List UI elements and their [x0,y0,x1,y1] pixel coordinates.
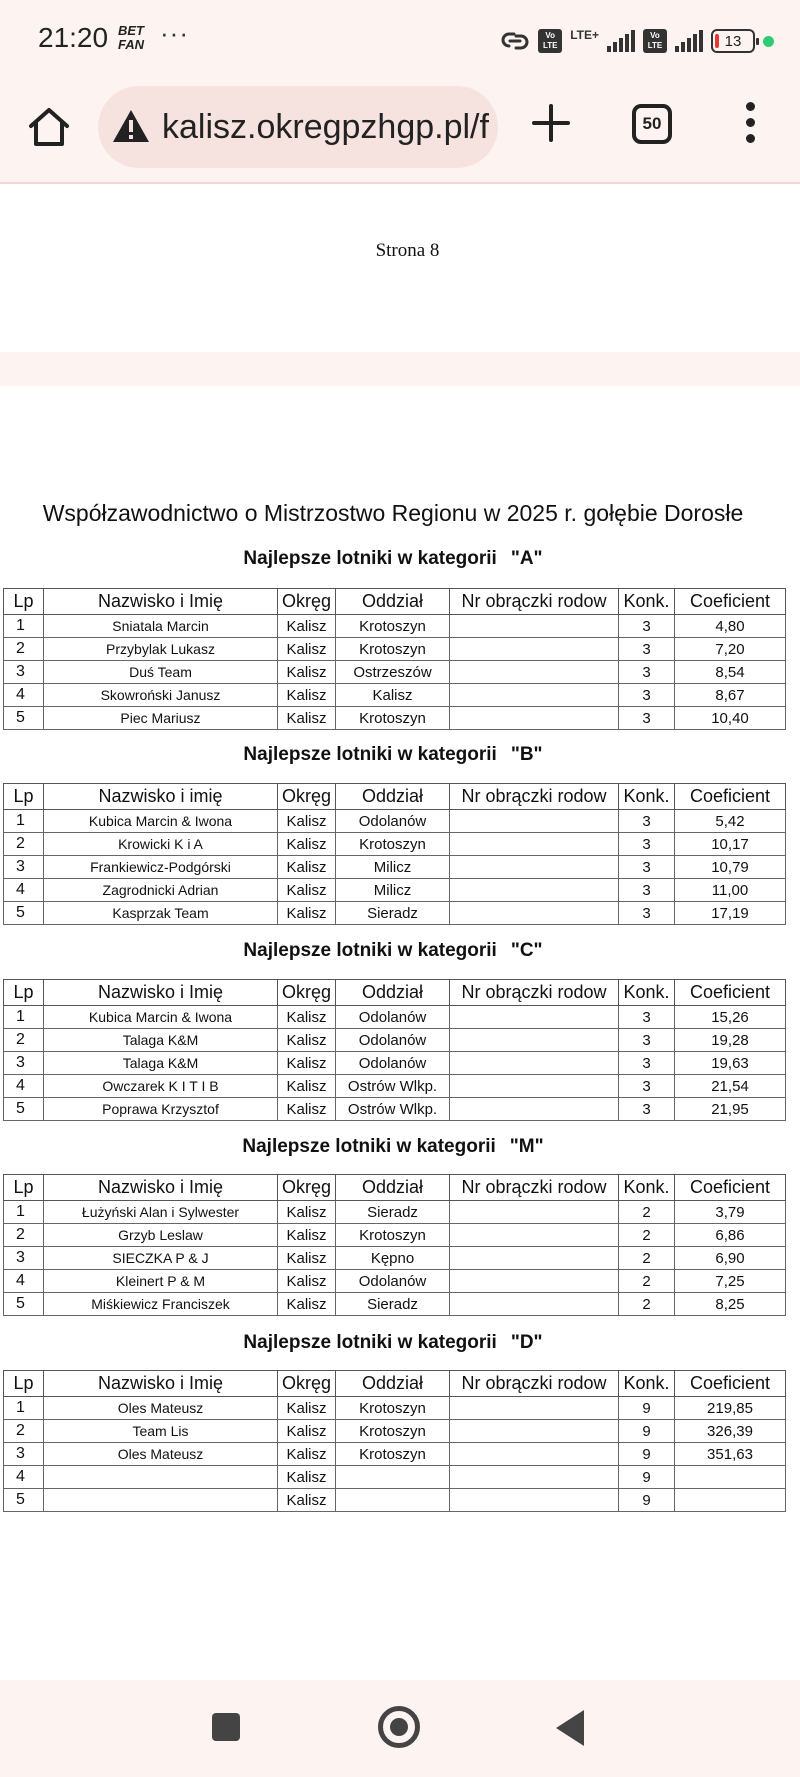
browser-toolbar [0,80,800,184]
table-row [4,1420,786,1443]
konk-cell: 3 [619,1075,675,1098]
coefficient-cell: 3,79 [675,1201,786,1224]
konk-cell: 3 [619,615,675,638]
table-row [4,1006,786,1029]
okreg-cell: Kalisz [278,1293,336,1316]
coefficient-cell: 19,63 [675,1052,786,1075]
signal-icon [607,30,635,52]
lp-cell: 5 [4,1489,44,1512]
oddzial-cell: Krotoszyn [336,1443,450,1466]
results-table [3,1370,786,1512]
name-cell: Poprawa Krzysztof [44,1098,278,1121]
table-row [4,879,786,902]
category-letter: "D" [510,1332,543,1353]
header-lp: Lp [4,1175,44,1201]
coefficient-cell: 5,42 [675,810,786,833]
table-header-row [4,1371,786,1397]
lp-cell: 4 [4,1270,44,1293]
lp-cell: 3 [4,1052,44,1075]
header-name: Nazwisko i Imię [44,1371,278,1397]
konk-cell: 9 [619,1397,675,1420]
header-name: Nazwisko i Imię [44,1175,278,1201]
konk-cell: 3 [619,856,675,879]
okreg-cell: Kalisz [278,1201,336,1224]
header-lp: Lp [4,1371,44,1397]
oddzial-cell: Krotoszyn [336,1420,450,1443]
oddzial-cell: Krotoszyn [336,638,450,661]
oddzial-cell: Sieradz [336,1201,450,1224]
name-cell: Sniatala Marcin [44,615,278,638]
ring-number-cell [450,1201,619,1224]
okreg-cell: Kalisz [278,833,336,856]
ring-number-cell [450,1075,619,1098]
home-icon[interactable] [26,104,72,150]
volte-icon-2: Vo LTE [643,29,667,53]
results-table [3,1174,786,1316]
page-separator [0,352,800,386]
lp-cell: 1 [4,615,44,638]
ring-number-cell [450,1006,619,1029]
not-secure-warning-icon[interactable] [112,108,150,144]
page-number: Strona 8 [375,240,440,261]
okreg-cell: Kalisz [278,1397,336,1420]
name-cell: SIECZKA P & J [44,1247,278,1270]
header-oddzial: Oddział [336,784,450,810]
oddzial-cell: Krotoszyn [336,1224,450,1247]
oddzial-cell: Odolanów [336,810,450,833]
ring-number-cell [450,1247,619,1270]
oddzial-cell [336,1489,450,1512]
name-cell: Oles Mateusz [44,1443,278,1466]
okreg-cell: Kalisz [278,1098,336,1121]
name-cell: Talaga K&M [44,1029,278,1052]
name-cell [44,1489,278,1512]
table-header-row [4,589,786,615]
konk-cell: 3 [619,661,675,684]
ring-number-cell [450,1098,619,1121]
header-okreg: Okręg [278,589,336,615]
header-oddzial: Oddział [336,589,450,615]
url-text[interactable]: kalisz.okregpzhgp.pl/f [162,108,489,146]
konk-cell: 9 [619,1443,675,1466]
ring-number-cell [450,902,619,925]
name-cell: Krowicki K i A [44,833,278,856]
lp-cell: 1 [4,810,44,833]
privacy-indicator-icon [763,36,774,47]
table-row [4,810,786,833]
oddzial-cell: Krotoszyn [336,707,450,730]
lp-cell: 3 [4,1443,44,1466]
oddzial-cell: Kępno [336,1247,450,1270]
table-row [4,856,786,879]
results-table [3,979,786,1121]
ring-number-cell [450,810,619,833]
status-bar [0,0,800,80]
okreg-cell: Kalisz [278,1052,336,1075]
name-cell: Skowroński Janusz [44,684,278,707]
okreg-cell: Kalisz [278,856,336,879]
header-lp: Lp [4,589,44,615]
okreg-cell: Kalisz [278,1466,336,1489]
oddzial-cell: Milicz [336,879,450,902]
header-okreg: Okręg [278,1175,336,1201]
results-table [3,588,786,730]
lp-cell: 5 [4,707,44,730]
oddzial-cell: Krotoszyn [336,833,450,856]
new-tab-icon[interactable] [528,100,574,146]
lp-cell: 2 [4,1029,44,1052]
coefficient-cell: 351,63 [675,1443,786,1466]
lp-cell: 2 [4,833,44,856]
oddzial-cell: Krotoszyn [336,1397,450,1420]
recents-icon[interactable] [212,1713,240,1741]
ring-number-cell [450,1224,619,1247]
category-title [0,1332,786,1354]
konk-cell: 3 [619,1098,675,1121]
okreg-cell: Kalisz [278,1247,336,1270]
coefficient-cell: 11,00 [675,879,786,902]
table-row [4,833,786,856]
table-header-row [4,1175,786,1201]
ring-number-cell [450,1443,619,1466]
oddzial-cell: Odolanów [336,1006,450,1029]
table-row [4,707,786,730]
lp-cell: 5 [4,1098,44,1121]
konk-cell: 2 [619,1201,675,1224]
category-title-text: Najlepsze lotniki w kategorii [242,1136,496,1157]
category-letter: "M" [509,1136,544,1157]
lp-cell: 4 [4,684,44,707]
oddzial-cell: Krotoszyn [336,615,450,638]
name-cell: Owczarek K I T I B [44,1075,278,1098]
lp-cell: 3 [4,661,44,684]
ring-number-cell [450,615,619,638]
signal-icon-2 [675,30,703,52]
table-header-row [4,784,786,810]
ring-number-cell [450,1420,619,1443]
okreg-cell: Kalisz [278,902,336,925]
ring-number-cell [450,1489,619,1512]
lp-cell: 2 [4,1224,44,1247]
table-row [4,1029,786,1052]
oddzial-cell: Ostrów Wlkp. [336,1098,450,1121]
home-nav-icon[interactable] [378,1706,420,1748]
name-cell: Duś Team [44,661,278,684]
table-row [4,1098,786,1121]
konk-cell: 3 [619,902,675,925]
oddzial-cell [336,1466,450,1489]
category-letter: "A" [510,548,543,569]
konk-cell: 2 [619,1247,675,1270]
header-lp: Lp [4,980,44,1006]
table-row [4,1247,786,1270]
konk-cell: 3 [619,833,675,856]
konk-cell: 9 [619,1420,675,1443]
ring-number-cell [450,1466,619,1489]
coefficient-cell: 21,95 [675,1098,786,1121]
okreg-cell: Kalisz [278,1443,336,1466]
header-coefficient: Coeficient [675,784,786,810]
konk-cell: 3 [619,1029,675,1052]
konk-cell: 2 [619,1293,675,1316]
lp-cell: 3 [4,856,44,879]
name-cell: Kasprzak Team [44,902,278,925]
name-cell: Kubica Marcin & Iwona [44,810,278,833]
header-konk: Konk. [619,784,675,810]
category-title [0,548,786,570]
header-konk: Konk. [619,1175,675,1201]
category-title-text: Najlepsze lotniki w kategorii [243,1332,497,1353]
coefficient-cell: 8,54 [675,661,786,684]
oddzial-cell: Sieradz [336,902,450,925]
menu-icon[interactable] [740,102,760,148]
name-cell: Kleinert P & M [44,1270,278,1293]
konk-cell: 3 [619,684,675,707]
address-bar[interactable] [98,86,498,168]
table-row [4,1466,786,1489]
konk-cell: 3 [619,1006,675,1029]
category-title [0,940,786,962]
lp-cell: 2 [4,1420,44,1443]
header-coefficient: Coeficient [675,1175,786,1201]
ring-number-cell [450,1397,619,1420]
konk-cell: 2 [619,1270,675,1293]
coefficient-cell: 10,17 [675,833,786,856]
name-cell: Przybylak Lukasz [44,638,278,661]
name-cell: Oles Mateusz [44,1397,278,1420]
coefficient-cell [675,1466,786,1489]
coefficient-cell: 8,25 [675,1293,786,1316]
lp-cell: 5 [4,902,44,925]
table-row [4,1489,786,1512]
link-icon [500,30,530,52]
oddzial-cell: Sieradz [336,1293,450,1316]
name-cell: Piec Mariusz [44,707,278,730]
tab-switcher-button[interactable]: 50 [632,104,672,144]
header-coefficient: Coeficient [675,980,786,1006]
okreg-cell: Kalisz [278,879,336,902]
table-row [4,902,786,925]
table-row [4,615,786,638]
coefficient-cell [675,1489,786,1512]
battery-icon: 13 [711,29,755,53]
name-cell: Team Lis [44,1420,278,1443]
coefficient-cell: 7,20 [675,638,786,661]
konk-cell: 2 [619,1224,675,1247]
okreg-cell: Kalisz [278,1489,336,1512]
name-cell: Grzyb Leslaw [44,1224,278,1247]
okreg-cell: Kalisz [278,1006,336,1029]
name-cell: Kubica Marcin & Iwona [44,1006,278,1029]
header-coefficient: Coeficient [675,1371,786,1397]
ring-number-cell [450,1029,619,1052]
konk-cell: 9 [619,1489,675,1512]
header-lp: Lp [4,784,44,810]
table-row [4,684,786,707]
header-ring-number: Nr obrączki rodow [450,1175,619,1201]
ring-number-cell [450,879,619,902]
lp-cell: 1 [4,1006,44,1029]
header-ring-number: Nr obrączki rodow [450,980,619,1006]
okreg-cell: Kalisz [278,1029,336,1052]
konk-cell: 3 [619,879,675,902]
header-konk: Konk. [619,589,675,615]
lp-cell: 3 [4,1247,44,1270]
name-cell: Miśkiewicz Franciszek [44,1293,278,1316]
oddzial-cell: Ostrów Wlkp. [336,1075,450,1098]
coefficient-cell: 21,54 [675,1075,786,1098]
coefficient-cell: 10,40 [675,707,786,730]
coefficient-cell: 219,85 [675,1397,786,1420]
table-header-row [4,980,786,1006]
table-row [4,1052,786,1075]
name-cell [44,1466,278,1489]
table-row [4,1443,786,1466]
table-row [4,1397,786,1420]
okreg-cell: Kalisz [278,638,336,661]
ring-number-cell [450,1270,619,1293]
category-letter: "B" [510,744,543,765]
category-title-text: Najlepsze lotniki w kategorii [243,548,497,569]
lp-cell: 4 [4,1466,44,1489]
okreg-cell: Kalisz [278,1224,336,1247]
lp-cell: 1 [4,1397,44,1420]
more-notifications-icon: ··· [160,18,189,48]
status-icons [500,24,774,58]
okreg-cell: Kalisz [278,1075,336,1098]
header-okreg: Okręg [278,1371,336,1397]
ring-number-cell [450,833,619,856]
navigation-bar [0,1680,800,1777]
konk-cell: 3 [619,707,675,730]
coefficient-cell: 15,26 [675,1006,786,1029]
coefficient-cell: 19,28 [675,1029,786,1052]
header-okreg: Okręg [278,784,336,810]
okreg-cell: Kalisz [278,684,336,707]
category-title [0,1136,786,1158]
table-row [4,1075,786,1098]
category-title [0,744,786,766]
coefficient-cell: 6,86 [675,1224,786,1247]
ring-number-cell [450,707,619,730]
header-oddzial: Oddział [336,980,450,1006]
category-title-text: Najlepsze lotniki w kategorii [243,744,497,765]
header-ring-number: Nr obrączki rodow [450,784,619,810]
header-name: Nazwisko i imię [44,784,278,810]
coefficient-cell: 10,79 [675,856,786,879]
header-oddzial: Oddział [336,1175,450,1201]
oddzial-cell: Odolanów [336,1052,450,1075]
coefficient-cell: 4,80 [675,615,786,638]
category-letter: "C" [510,940,543,961]
konk-cell: 3 [619,810,675,833]
okreg-cell: Kalisz [278,1420,336,1443]
name-cell: Łużyński Alan i Sylwester [44,1201,278,1224]
lp-cell: 5 [4,1293,44,1316]
category-title-text: Najlepsze lotniki w kategorii [243,940,497,961]
header-name: Nazwisko i Imię [44,980,278,1006]
ring-number-cell [450,1293,619,1316]
oddzial-cell: Kalisz [336,684,450,707]
clock: 21:20 [38,22,109,53]
coefficient-cell: 17,19 [675,902,786,925]
lp-cell: 2 [4,638,44,661]
lte-label: LTE+ [570,28,599,42]
name-cell: Zagrodnicki Adrian [44,879,278,902]
okreg-cell: Kalisz [278,707,336,730]
table-row [4,1293,786,1316]
coefficient-cell: 7,25 [675,1270,786,1293]
oddzial-cell: Odolanów [336,1270,450,1293]
konk-cell: 3 [619,1052,675,1075]
okreg-cell: Kalisz [278,615,336,638]
table-row [4,1270,786,1293]
ring-number-cell [450,1052,619,1075]
coefficient-cell: 6,90 [675,1247,786,1270]
header-okreg: Okręg [278,980,336,1006]
oddzial-cell: Milicz [336,856,450,879]
header-ring-number: Nr obrączki rodow [450,1371,619,1397]
oddzial-cell: Ostrzeszów [336,661,450,684]
document-title: Współzawodnictwo o Mistrzostwo Regionu w 2025 r. gołębie Dorosłe [42,500,744,526]
betfan-notification-icon: BET FAN [118,23,144,52]
header-name: Nazwisko i Imię [44,589,278,615]
header-oddzial: Oddział [336,1371,450,1397]
okreg-cell: Kalisz [278,1270,336,1293]
name-cell: Talaga K&M [44,1052,278,1075]
back-icon[interactable] [556,1710,584,1746]
name-cell: Frankiewicz-Podgórski [44,856,278,879]
header-coefficient: Coeficient [675,589,786,615]
table-row [4,1201,786,1224]
okreg-cell: Kalisz [278,661,336,684]
ring-number-cell [450,856,619,879]
header-ring-number: Nr obrączki rodow [450,589,619,615]
konk-cell: 3 [619,638,675,661]
coefficient-cell: 8,67 [675,684,786,707]
konk-cell: 9 [619,1466,675,1489]
lp-cell: 4 [4,1075,44,1098]
header-konk: Konk. [619,980,675,1006]
table-row [4,661,786,684]
oddzial-cell: Odolanów [336,1029,450,1052]
ring-number-cell [450,661,619,684]
table-row [4,1224,786,1247]
table-row [4,638,786,661]
results-table [3,783,786,925]
ring-number-cell [450,638,619,661]
header-konk: Konk. [619,1371,675,1397]
volte-icon: Vo LTE [538,29,562,53]
okreg-cell: Kalisz [278,810,336,833]
coefficient-cell: 326,39 [675,1420,786,1443]
ring-number-cell [450,684,619,707]
lp-cell: 4 [4,879,44,902]
lp-cell: 1 [4,1201,44,1224]
